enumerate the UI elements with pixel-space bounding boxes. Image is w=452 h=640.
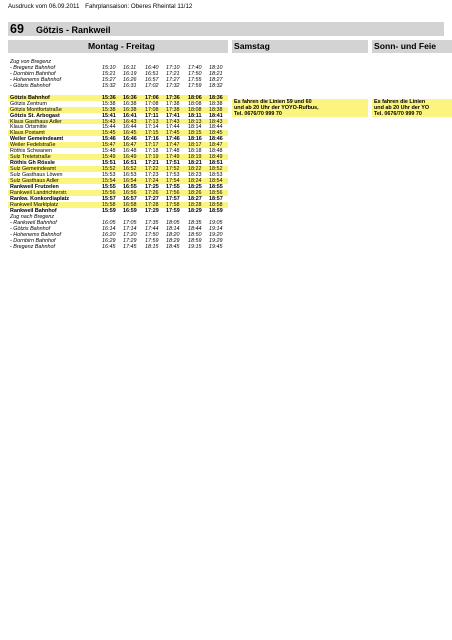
departure-time: 18:14: [188, 124, 202, 131]
departure-time: 18:11: [188, 112, 202, 119]
departure-time: 18:47: [209, 142, 223, 149]
departure-time: 15:59: [102, 207, 116, 214]
departure-time: 18:59: [188, 237, 202, 244]
departure-time: 16:40: [145, 64, 159, 71]
station-name: - Rankweil Bahnhof: [10, 219, 57, 226]
departure-time: 17:14: [123, 225, 137, 232]
departure-time: 16:44: [123, 124, 137, 131]
departure-time: 17:56: [166, 189, 180, 196]
departure-time: 19:14: [209, 225, 223, 232]
departure-time: 18:16: [188, 136, 202, 143]
departure-time: 17:21: [166, 70, 180, 77]
departure-time: 17:29: [123, 237, 137, 244]
departure-time: 16:43: [123, 118, 137, 125]
saturday-label: Samstag: [234, 41, 270, 51]
departure-time: 16:48: [123, 148, 137, 155]
departure-time: 18:26: [188, 189, 202, 196]
departure-time: 17:24: [145, 178, 159, 185]
station-name: Rankweil Bahnhof: [10, 207, 57, 214]
departure-time: 17:27: [145, 195, 159, 202]
station-name: Zug von Bregenz: [10, 59, 52, 65]
station-name: Weiler Gemeindeamt: [10, 136, 64, 143]
departure-time: 17:08: [145, 100, 159, 107]
station-name: Götzis Montfortstraße: [10, 106, 62, 113]
departure-time: 19:29: [209, 237, 223, 244]
departure-time: 17:53: [166, 172, 180, 179]
departure-time: 16:20: [102, 231, 116, 238]
departure-time: 16:19: [123, 70, 137, 77]
sunday-header: [372, 40, 452, 53]
station-name: Sulz Gasthaus Löwen: [10, 172, 63, 179]
departure-time: 17:40: [188, 64, 202, 71]
departure-time: 18:45: [209, 130, 223, 137]
departure-time: 15:43: [102, 118, 116, 125]
departure-time: 16:47: [123, 142, 137, 149]
departure-time: 16:54: [123, 178, 137, 185]
departure-time: 18:51: [209, 160, 223, 167]
station-name: - Hohenems Bahnhof: [10, 231, 61, 238]
departure-time: 18:35: [188, 219, 202, 226]
departure-time: 18:38: [209, 100, 223, 107]
departure-time: 18:43: [209, 118, 223, 125]
departure-time: 18:17: [188, 142, 202, 149]
station-name: Rankw. Konkordiaplatz: [10, 195, 70, 202]
station-name: - Dornbirn Bahnhof: [10, 70, 56, 77]
print-header: [8, 3, 196, 10]
departure-time: 18:45: [166, 243, 180, 250]
departure-time: 19:05: [209, 219, 223, 226]
departure-time: 15:51: [102, 160, 116, 167]
departure-time: 16:38: [123, 106, 137, 113]
print-date: Ausdruck vom 06.09.2011: [8, 3, 80, 10]
saturday-note-1: Es fahren die Linien 59 und 60: [232, 99, 368, 105]
departure-time: 18:10: [209, 64, 223, 71]
station-name: Rankweil Landrichterstr.: [10, 189, 68, 196]
departure-time: 18:27: [209, 76, 223, 83]
departure-time: 18:08: [188, 106, 202, 113]
departure-time: 16:49: [123, 154, 137, 161]
departure-time: 15:27: [102, 76, 116, 83]
departure-time: 18:32: [209, 82, 223, 89]
departure-time: 18:20: [166, 231, 180, 238]
departure-time: 17:51: [166, 160, 180, 167]
departure-time: 16:31: [123, 82, 137, 89]
plan-season: Fahrplansaison: Oberes Rheintal 11/12: [85, 3, 193, 10]
departure-time: 16:26: [123, 76, 137, 83]
departure-time: 17:25: [145, 184, 159, 191]
departure-time: 16:59: [123, 207, 137, 214]
departure-time: 17:05: [123, 219, 137, 226]
departure-time: 19:45: [209, 243, 223, 250]
station-name: - Dornbirn Bahnhof: [10, 237, 56, 244]
departure-time: 15:32: [102, 82, 116, 89]
departure-time: 17:16: [145, 136, 159, 143]
station-name: Röthis Schwanen: [10, 148, 52, 155]
departure-time: 15:36: [102, 94, 116, 101]
departure-time: 16:41: [123, 112, 137, 119]
departure-time: 17:58: [166, 201, 180, 208]
station-name: Sulz Treietstraße: [10, 154, 51, 161]
departure-time: 17:57: [166, 195, 180, 202]
departure-time: 18:46: [209, 136, 223, 143]
departure-time: 18:36: [209, 94, 223, 101]
departure-time: 17:21: [145, 160, 159, 167]
departure-time: 16:05: [102, 219, 116, 226]
departure-time: 18:14: [166, 225, 180, 232]
station-name: - Götzis Bahnhof: [10, 225, 51, 232]
departure-time: 17:22: [145, 166, 159, 173]
sunday-note-1: Es fahren die Linien: [372, 99, 452, 105]
station-name: - Hohenems Bahnhof: [10, 76, 61, 83]
departure-time: 17:20: [123, 231, 137, 238]
departure-time: 18:18: [188, 148, 202, 155]
departure-time: 17:47: [166, 142, 180, 149]
departure-time: 16:58: [123, 201, 137, 208]
departure-time: 15:55: [102, 184, 116, 191]
departure-time: 15:46: [102, 136, 116, 143]
station-name: - Bregenz Bahnhof: [10, 243, 55, 250]
station-name: Röthis Gh Rössle: [10, 160, 55, 167]
departure-time: 17:50: [188, 70, 202, 77]
departure-time: 18:15: [188, 130, 202, 137]
departure-time: 17:17: [145, 142, 159, 149]
departure-time: 15:41: [102, 112, 116, 119]
station-name: Sulz Gasthaus Adler: [10, 178, 59, 185]
weekday-label: Montag - Freitag: [88, 41, 155, 51]
table-row: [8, 244, 228, 250]
departure-time: 17:41: [166, 112, 180, 119]
route-name: Götzis - Rankweil: [36, 25, 111, 35]
departure-time: 17:45: [123, 243, 137, 250]
departure-time: 15:52: [102, 166, 116, 173]
departure-time: 17:10: [166, 64, 180, 71]
departure-time: 17:13: [145, 118, 159, 125]
departure-time: 17:14: [145, 124, 159, 131]
departure-time: 17:15: [145, 130, 159, 137]
departure-time: 17:44: [145, 225, 159, 232]
departure-time: 15:56: [102, 189, 116, 196]
departure-time: 17:08: [145, 106, 159, 113]
departure-time: 16:36: [123, 94, 137, 101]
departure-time: 18:41: [209, 112, 223, 119]
departure-time: 17:35: [145, 219, 159, 226]
departure-time: 18:57: [209, 195, 223, 202]
departure-time: 15:58: [102, 201, 116, 208]
departure-time: 17:48: [166, 148, 180, 155]
departure-time: 17:45: [166, 130, 180, 137]
departure-time: 17:23: [145, 172, 159, 179]
station-name: Rankweil Frutzelen: [10, 184, 59, 191]
departure-time: 17:49: [166, 154, 180, 161]
departure-time: 15:48: [102, 148, 116, 155]
saturday-header: [232, 40, 368, 53]
departure-time: 18:28: [188, 201, 202, 208]
departure-time: 17:36: [166, 94, 180, 101]
departure-time: 17:26: [145, 189, 159, 196]
saturday-note-2: und ab 20 Uhr der YOYO-Rufbus,: [232, 105, 368, 111]
saturday-note-3: Tel. 0676/70 999 70: [232, 111, 368, 117]
departure-time: 15:38: [102, 100, 116, 107]
departure-time: 17:55: [166, 184, 180, 191]
departure-time: 17:52: [166, 166, 180, 173]
departure-time: 17:32: [166, 82, 180, 89]
departure-time: 18:44: [209, 124, 223, 131]
departure-time: 15:57: [102, 195, 116, 202]
departure-time: 16:53: [123, 172, 137, 179]
departure-time: 16:57: [123, 195, 137, 202]
departure-time: 17:38: [166, 106, 180, 113]
departure-time: 18:05: [166, 219, 180, 226]
departure-time: 18:56: [209, 189, 223, 196]
departure-time: 18:25: [188, 184, 202, 191]
departure-time: 18:53: [209, 172, 223, 179]
departure-time: 16:55: [123, 184, 137, 191]
departure-time: 15:10: [102, 64, 116, 71]
station-name: Götzis Zentrum: [10, 100, 47, 107]
departure-time: 18:48: [209, 148, 223, 155]
station-name: - Bregenz Bahnhof: [10, 64, 55, 71]
departure-time: 15:44: [102, 124, 116, 131]
departure-time: 17:55: [188, 76, 202, 83]
departure-time: 15:49: [102, 154, 116, 161]
departure-time: 17:27: [166, 76, 180, 83]
departure-time: 18:50: [188, 231, 202, 238]
departure-time: 17:59: [188, 82, 202, 89]
station-name: Weiler Fedelstraße: [10, 142, 56, 149]
departure-time: 17:44: [166, 124, 180, 131]
departure-time: 18:19: [188, 154, 202, 161]
departure-time: 18:59: [209, 207, 223, 214]
departure-time: 18:24: [188, 178, 202, 185]
departure-time: 18:22: [188, 166, 202, 173]
departure-time: 18:49: [209, 154, 223, 161]
sunday-note-3: Tel. 0676/70 999 70: [372, 111, 452, 117]
station-name: Klaus Ortsmitte: [10, 124, 47, 131]
departure-time: 18:58: [209, 201, 223, 208]
departure-time: 16:52: [123, 166, 137, 173]
departure-time: 16:38: [123, 100, 137, 107]
departure-time: 17:59: [166, 207, 180, 214]
departure-time: 18:13: [188, 118, 202, 125]
station-name: Klaus Gasthaus Adler: [10, 118, 62, 125]
departure-time: 18:27: [188, 195, 202, 202]
departure-time: 17:11: [145, 112, 159, 119]
departure-time: 18:21: [188, 160, 202, 167]
departure-time: 16:45: [123, 130, 137, 137]
departure-time: 18:29: [166, 237, 180, 244]
departure-time: 17:46: [166, 136, 180, 143]
departure-time: 15:45: [102, 130, 116, 137]
station-name: Zug nach Bregenz: [10, 213, 55, 220]
departure-time: 17:38: [166, 100, 180, 107]
departure-time: 17:50: [145, 231, 159, 238]
departure-time: 17:54: [166, 178, 180, 185]
departure-time: 18:15: [145, 243, 159, 250]
departure-time: 18:54: [209, 178, 223, 185]
departure-time: 16:56: [123, 189, 137, 196]
station-name: Götzis St. Arbogast: [10, 112, 60, 119]
departure-time: 17:28: [145, 201, 159, 208]
departure-time: 16:29: [102, 237, 116, 244]
departure-time: 15:53: [102, 172, 116, 179]
departure-time: 17:06: [145, 94, 159, 101]
departure-time: 16:14: [102, 225, 116, 232]
departure-time: 16:11: [123, 64, 137, 71]
departure-time: 18:08: [188, 100, 202, 107]
departure-time: 16:45: [102, 243, 116, 250]
departure-time: 17:18: [145, 148, 159, 155]
route-number: 69: [10, 22, 24, 36]
departure-time: 18:52: [209, 166, 223, 173]
station-name: Götzis Bahnhof: [10, 94, 50, 101]
departure-time: 16:57: [145, 76, 159, 83]
departure-time: 17:29: [145, 207, 159, 214]
station-name: Rankweil Marktplatz: [10, 201, 59, 208]
departure-time: 19:15: [188, 243, 202, 250]
departure-time: 18:06: [188, 94, 202, 101]
departure-time: 17:59: [145, 237, 159, 244]
station-name: Sulz Gemeindeamt: [10, 166, 56, 173]
departure-time: 15:21: [102, 70, 116, 77]
departure-time: 18:21: [209, 70, 223, 77]
departure-time: 15:47: [102, 142, 116, 149]
departure-time: 17:02: [145, 82, 159, 89]
departure-time: 18:44: [188, 225, 202, 232]
departure-time: 17:19: [145, 154, 159, 161]
departure-time: 18:29: [188, 207, 202, 214]
departure-time: 16:46: [123, 136, 137, 143]
departure-time: 15:54: [102, 178, 116, 185]
timetable: [8, 59, 228, 250]
departure-time: 15:38: [102, 106, 116, 113]
departure-time: 16:51: [145, 70, 159, 77]
departure-time: 16:51: [123, 160, 137, 167]
station-name: - Götzis Bahnhof: [10, 82, 51, 89]
departure-time: 18:38: [209, 106, 223, 113]
departure-time: 18:23: [188, 172, 202, 179]
station-name: Klaus Postamt: [10, 130, 45, 137]
weekday-header: [8, 40, 228, 53]
departure-time: 19:20: [209, 231, 223, 238]
sunday-note-2: und ab 20 Uhr der YO: [372, 105, 452, 111]
departure-time: 17:43: [166, 118, 180, 125]
departure-time: 18:55: [209, 184, 223, 191]
sunday-label: Sonn- und Feie: [374, 41, 437, 51]
